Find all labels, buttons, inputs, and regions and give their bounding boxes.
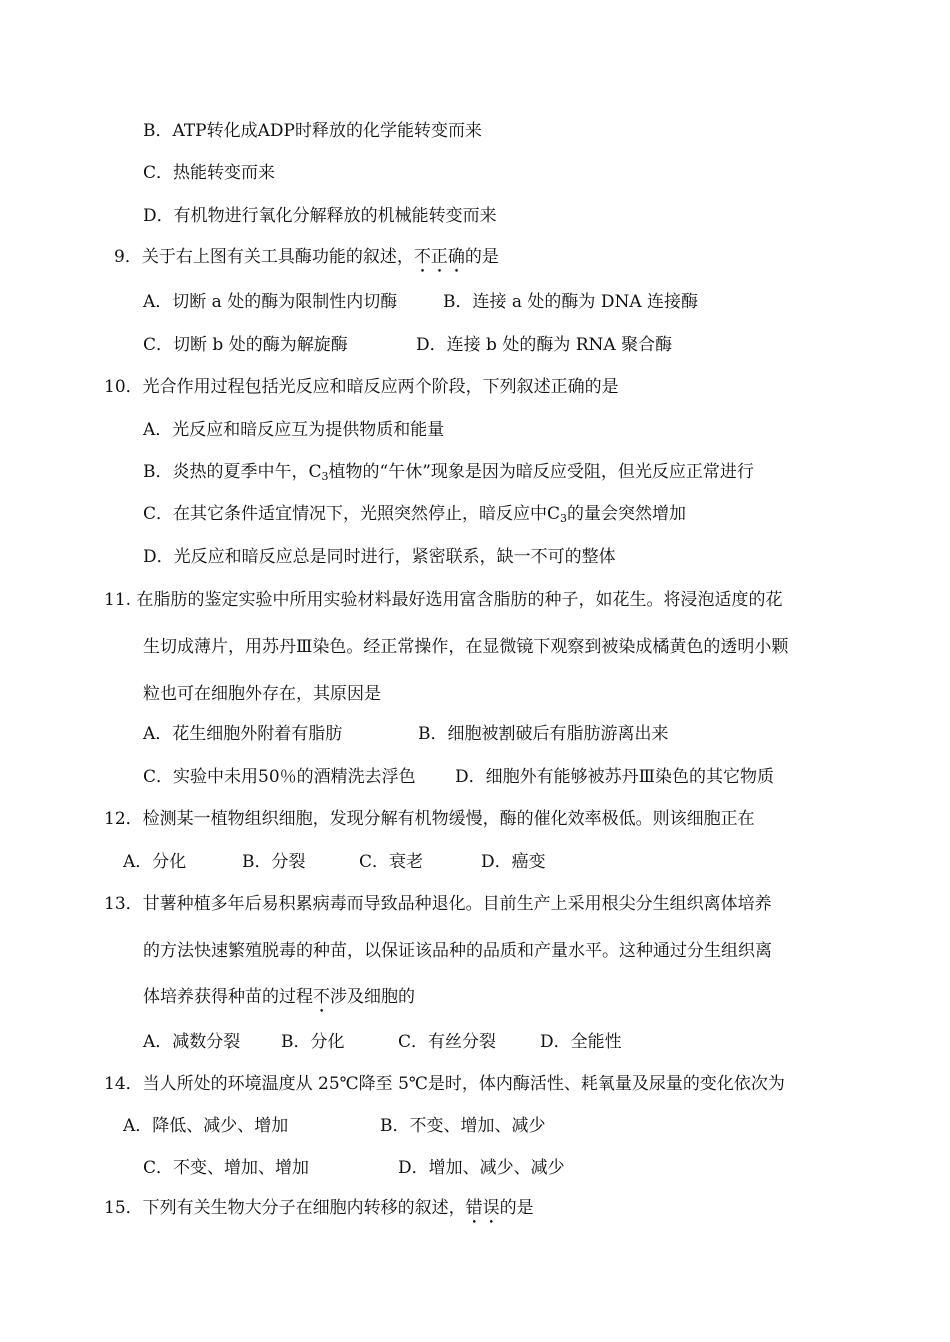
q12-option-a: A．分化: [123, 852, 187, 872]
q9-option-d: D．连接 b 处的酶为 RNA 聚合酶: [416, 335, 673, 355]
q12-stem: 12．检测某一植物组织细胞，发现分解有机物缓慢，酶的催化效率极低。则该细胞正在: [104, 809, 755, 829]
q12-option-d: D．癌变: [481, 852, 546, 872]
q10-option-b-subscript: 3: [321, 470, 329, 483]
q10-option-b-post: 植物的“午休”现象是因为暗反应受阻，但光反应正常进行: [328, 462, 754, 482]
q11-stem-line3: 粒也可在细胞外存在，其原因是: [143, 684, 381, 704]
q14-option-c: C．不变、增加、增加: [143, 1158, 310, 1178]
q14-option-a: A．降低、减少、增加: [123, 1116, 289, 1136]
q8-option-c: C．热能转变而来: [143, 163, 276, 183]
q11-option-d: D．细胞外有能够被苏丹Ⅲ染色的其它物质: [455, 767, 775, 787]
q13-option-a: A．减数分裂: [143, 1032, 241, 1052]
q13-option-b: B．分化: [281, 1032, 345, 1052]
q13-option-c: C．有丝分裂: [398, 1032, 497, 1052]
q10-stem: 10．光合作用过程包括光反应和暗反应两个阶段，下列叙述正确的是: [104, 377, 619, 397]
q13-stem-line2: 的方法快速繁殖脱毒的种苗，以保证该品种的品质和产量水平。这种通过分生组织离: [143, 941, 772, 961]
q10-option-b: [143, 461, 754, 483]
q10-option-a: A．光反应和暗反应互为提供物质和能量: [143, 420, 445, 440]
q13-stem-line3-pre: 体培养获得种苗的过程: [143, 987, 313, 1007]
q13-stem-line3-post: 涉及细胞的: [330, 987, 415, 1007]
q8-option-b: B．ATP转化成ADP时释放的化学能转变而来: [143, 121, 482, 141]
q13-stem-emphasis: 不: [313, 987, 330, 1007]
q10-option-c-pre: C．在其它条件适宜情况下，光照突然停止，暗反应中C: [143, 504, 561, 524]
q12-option-b: B．分裂: [242, 852, 306, 872]
q9-stem-emphasis: 不正确: [413, 247, 465, 267]
q15-stem: [104, 1197, 534, 1228]
q10-option-d: D．光反应和暗反应总是同时进行，紧密联系，缺一不可的整体: [143, 547, 616, 567]
q8-option-d: D．有机物进行氧化分解释放的机械能转变而来: [143, 206, 497, 226]
q9-stem-pre: 9．关于右上图有关工具酶功能的叙述，: [114, 247, 414, 267]
q9-option-a: A．切断 a 处的酶为限制性内切酶: [143, 292, 398, 312]
q11-option-c: C．实验中未用50％的酒精洗去浮色: [143, 767, 416, 787]
q13-stem-line3: [143, 986, 415, 1017]
q11-option-b: B．细胞被割破后有脂肪游离出来: [418, 724, 669, 744]
q15-stem-emphasis: 错误: [465, 1198, 500, 1218]
q13-stem-line1: 13．甘薯种植多年后易积累病毒而导致品种退化。目前生产上采用根尖分生组织离体培养: [104, 894, 772, 914]
q14-option-b: B．不变、增加、减少: [380, 1116, 546, 1136]
q10-option-b-pre: B．炎热的夏季中午，C: [143, 462, 322, 482]
q15-stem-post: 的是: [499, 1198, 534, 1218]
q9-stem: [114, 246, 499, 277]
q10-option-c: [143, 503, 686, 525]
q13-option-d: D．全能性: [540, 1032, 622, 1052]
q14-stem: 14．当人所处的环境温度从 25℃降至 5℃是时，体内酶活性、耗氧量及尿量的变化依次为: [104, 1074, 785, 1094]
q10-option-c-subscript: 3: [560, 512, 568, 525]
q9-option-c: C．切断 b 处的酶为解旋酶: [143, 335, 348, 355]
q9-option-b: B．连接 a 处的酶为 DNA 连接酶: [443, 292, 699, 312]
q11-stem-line2: 生切成薄片，用苏丹Ⅲ染色。经正常操作，在显微镜下观察到被染成橘黄色的透明小颗: [143, 637, 789, 657]
q11-option-a: A．花生细胞外附着有脂肪: [143, 724, 343, 744]
q15-stem-pre: 15．下列有关生物大分子在细胞内转移的叙述，: [104, 1198, 466, 1218]
q12-option-c: C．衰老: [359, 852, 424, 872]
q14-option-d: D．增加、减少、减少: [398, 1158, 565, 1178]
q10-option-c-post: 的量会突然增加: [567, 504, 687, 524]
q9-stem-post: 的是: [464, 247, 499, 267]
q11-stem-line1: 11. 在脂肪的鉴定实验中所用实验材料最好选用富含脂肪的种子，如花生。将浸泡适度的花: [104, 590, 783, 610]
